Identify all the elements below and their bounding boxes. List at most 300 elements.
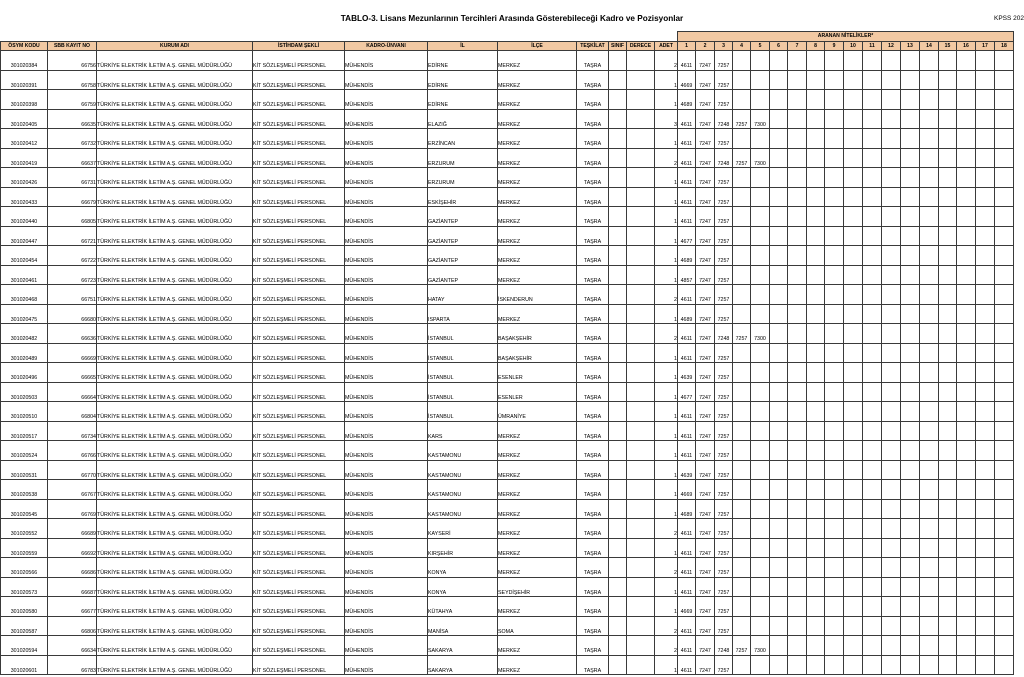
qualification-code-cell (995, 421, 1014, 441)
province-cell: İSTANBUL (428, 363, 498, 383)
province-cell: İSTANBUL (428, 343, 498, 363)
grade-cell (627, 441, 655, 461)
qualification-code-cell (844, 538, 863, 558)
qualification-code-cell: 4689 (678, 246, 696, 266)
qualification-code-cell (957, 480, 976, 500)
province-cell: KAYSERİ (428, 519, 498, 539)
qualification-code-cell (733, 460, 751, 480)
qualification-code-cell (751, 421, 770, 441)
qualification-code-cell (770, 90, 788, 110)
qualification-code-cell (733, 421, 751, 441)
qualification-code-cell (882, 363, 901, 383)
qualification-code-cell (844, 577, 863, 597)
qualification-code-cell (995, 246, 1014, 266)
qualification-code-cell: 7257 (715, 70, 733, 90)
qualification-code-cell (939, 129, 957, 149)
district-cell: MERKEZ (498, 90, 577, 110)
qualification-code-cell: 7257 (715, 129, 733, 149)
institution-cell: TÜRKİYE ELEKTRİK İLETİM A.Ş. GENEL MÜDÜRLÜĞÜ (97, 304, 253, 324)
qualification-code-cell (863, 187, 882, 207)
qualification-code-cell: 7257 (715, 343, 733, 363)
organization-cell: TAŞRA (577, 519, 609, 539)
qualification-code-cell (807, 187, 825, 207)
qualification-code-cell (939, 363, 957, 383)
qualification-code-cell (901, 285, 920, 305)
table-row (1, 148, 1014, 168)
sbb-no-cell: 66636 (48, 324, 97, 344)
position-title-cell: MÜHENDİS (345, 402, 428, 422)
employment-type-cell: KİT SÖZLEŞMELİ PERSONEL (253, 246, 345, 266)
qualification-code-cell: 4639 (678, 363, 696, 383)
osym-code-cell: 301020573 (1, 577, 48, 597)
qualification-code-cell (976, 129, 995, 149)
district-cell: ÜMRANİYE (498, 402, 577, 422)
qualification-code-cell (844, 382, 863, 402)
qualification-code-cell (770, 363, 788, 383)
province-cell: KIRŞEHİR (428, 538, 498, 558)
employment-type-cell: KİT SÖZLEŞMELİ PERSONEL (253, 655, 345, 675)
grade-cell (627, 51, 655, 71)
qualification-code-cell (957, 109, 976, 129)
qualification-code-cell (957, 421, 976, 441)
sbb-no-cell: 66680 (48, 304, 97, 324)
qualification-code-cell (751, 402, 770, 422)
class-cell (609, 636, 627, 656)
qualification-code-cell (788, 304, 807, 324)
qualification-code-cell (733, 480, 751, 500)
position-title-cell: MÜHENDİS (345, 168, 428, 188)
column-header-ilce: İLÇE (498, 42, 577, 51)
qualification-code-cell (807, 402, 825, 422)
district-cell: MERKEZ (498, 265, 577, 285)
employment-type-cell: KİT SÖZLEŞMELİ PERSONEL (253, 616, 345, 636)
count-cell: 1 (655, 460, 678, 480)
qualification-code-cell (844, 480, 863, 500)
qualification-code-cell (882, 597, 901, 617)
sbb-no-cell: 66665 (48, 363, 97, 383)
osym-code-cell: 301020398 (1, 90, 48, 110)
province-cell: ISPARTA (428, 304, 498, 324)
qualification-code-cell: 7247 (696, 246, 715, 266)
qualification-code-cell (995, 187, 1014, 207)
qualification-code-cell (920, 519, 939, 539)
qualification-code-cell (807, 597, 825, 617)
grade-cell (627, 148, 655, 168)
table-row (1, 499, 1014, 519)
organization-cell: TAŞRA (577, 480, 609, 500)
qualification-code-cell: 7257 (715, 402, 733, 422)
qualification-code-cell (882, 499, 901, 519)
qualification-code-cell (733, 597, 751, 617)
organization-cell: TAŞRA (577, 70, 609, 90)
qualification-code-cell: 7257 (715, 382, 733, 402)
qualification-code-cell (844, 597, 863, 617)
grade-cell (627, 129, 655, 149)
table-row (1, 70, 1014, 90)
column-header-sbb-kayit-no: SBB KAYIT NO (48, 42, 97, 51)
organization-cell: TAŞRA (577, 460, 609, 480)
qualification-code-cell (825, 70, 844, 90)
qualification-code-cell (788, 246, 807, 266)
qualification-column-header: 3 (715, 42, 733, 51)
qualification-code-cell (751, 207, 770, 227)
qualification-code-cell (976, 636, 995, 656)
qualification-code-cell (882, 285, 901, 305)
employment-type-cell: KİT SÖZLEŞMELİ PERSONEL (253, 51, 345, 71)
qualification-code-cell (807, 285, 825, 305)
sbb-no-cell: 66769 (48, 499, 97, 519)
qualification-code-cell: 7257 (715, 480, 733, 500)
qualification-code-cell (788, 90, 807, 110)
qualification-code-cell (995, 168, 1014, 188)
qualification-code-cell: 7247 (696, 109, 715, 129)
organization-cell: TAŞRA (577, 246, 609, 266)
sbb-no-cell: 66677 (48, 597, 97, 617)
qualification-code-cell (995, 519, 1014, 539)
qualification-code-cell: 7257 (715, 441, 733, 461)
qualification-column-header: 12 (882, 42, 901, 51)
qualification-code-cell (825, 246, 844, 266)
table-body (1, 51, 1014, 675)
qualification-code-cell (920, 304, 939, 324)
qualification-code-cell (995, 441, 1014, 461)
qualification-code-cell (807, 480, 825, 500)
column-header-derece: DERECE (627, 42, 655, 51)
qualification-code-cell (939, 265, 957, 285)
qualification-code-cell (995, 636, 1014, 656)
qualification-code-cell (995, 558, 1014, 578)
province-cell: KASTAMONU (428, 499, 498, 519)
osym-code-cell: 301020391 (1, 70, 48, 90)
employment-type-cell: KİT SÖZLEŞMELİ PERSONEL (253, 402, 345, 422)
column-header-adet: ADET (655, 42, 678, 51)
qualification-code-cell (882, 226, 901, 246)
qualification-code-cell (901, 402, 920, 422)
qualification-code-cell (901, 246, 920, 266)
qualification-code-cell (770, 636, 788, 656)
table-row (1, 207, 1014, 227)
qualification-code-cell (957, 636, 976, 656)
qualification-code-cell (863, 538, 882, 558)
organization-cell: TAŞRA (577, 285, 609, 305)
qualification-code-cell (882, 246, 901, 266)
column-header-istihdam-sekli: İSTİHDAM ŞEKLİ (253, 42, 345, 51)
osym-code-cell: 301020384 (1, 51, 48, 71)
position-title-cell: MÜHENDİS (345, 187, 428, 207)
qualification-code-cell (939, 226, 957, 246)
class-cell (609, 109, 627, 129)
grade-cell (627, 363, 655, 383)
qualification-code-cell (882, 382, 901, 402)
district-cell: MERKEZ (498, 168, 577, 188)
institution-cell: TÜRKİYE ELEKTRİK İLETİM A.Ş. GENEL MÜDÜRLÜĞÜ (97, 148, 253, 168)
province-cell: KASTAMONU (428, 460, 498, 480)
qualification-code-cell: 7257 (715, 421, 733, 441)
qualification-code-cell (751, 129, 770, 149)
qualification-code-cell (882, 51, 901, 71)
qualification-code-cell (863, 441, 882, 461)
count-cell: 1 (655, 246, 678, 266)
table-row (1, 343, 1014, 363)
qualification-code-cell (920, 597, 939, 617)
qualification-code-cell (920, 90, 939, 110)
organization-cell: TAŞRA (577, 558, 609, 578)
grade-cell (627, 187, 655, 207)
qualification-code-cell (770, 265, 788, 285)
qualification-code-cell (751, 577, 770, 597)
qualification-code-cell (901, 226, 920, 246)
qualification-column-header: 1 (678, 42, 696, 51)
class-cell (609, 577, 627, 597)
class-cell (609, 460, 627, 480)
qualification-column-header: 13 (901, 42, 920, 51)
qualification-code-cell (788, 382, 807, 402)
qualification-code-cell (788, 460, 807, 480)
qualification-code-cell (863, 129, 882, 149)
qualification-code-cell (807, 460, 825, 480)
institution-cell: TÜRKİYE ELEKTRİK İLETİM A.Ş. GENEL MÜDÜRLÜĞÜ (97, 363, 253, 383)
count-cell: 2 (655, 558, 678, 578)
position-title-cell: MÜHENDİS (345, 304, 428, 324)
qualification-code-cell (807, 51, 825, 71)
qualification-code-cell (825, 597, 844, 617)
class-cell (609, 70, 627, 90)
qualification-column-header: 18 (995, 42, 1014, 51)
qualification-code-cell (995, 343, 1014, 363)
sbb-no-cell: 66751 (48, 285, 97, 305)
qualification-code-cell (957, 402, 976, 422)
province-cell: KASTAMONU (428, 480, 498, 500)
qualification-code-cell (770, 441, 788, 461)
qualification-code-cell (751, 187, 770, 207)
table-row (1, 538, 1014, 558)
organization-cell: TAŞRA (577, 148, 609, 168)
position-title-cell: MÜHENDİS (345, 538, 428, 558)
qualification-code-cell (733, 265, 751, 285)
qualification-column-header: 7 (788, 42, 807, 51)
qualification-code-cell: 7247 (696, 207, 715, 227)
count-cell: 1 (655, 168, 678, 188)
organization-cell: TAŞRA (577, 636, 609, 656)
qualification-code-cell (920, 577, 939, 597)
class-cell (609, 616, 627, 636)
qualification-code-cell (788, 636, 807, 656)
qualification-code-cell: 4689 (678, 90, 696, 110)
qualifications-group-header: ARANAN NİTELİKLER* (678, 32, 1014, 42)
qualification-code-cell (825, 519, 844, 539)
qualification-code-cell: 7257 (733, 636, 751, 656)
qualification-code-cell (920, 636, 939, 656)
qualification-code-cell (807, 577, 825, 597)
province-cell: EDİRNE (428, 90, 498, 110)
grade-cell (627, 168, 655, 188)
class-cell (609, 226, 627, 246)
qualification-code-cell (844, 402, 863, 422)
employment-type-cell: KİT SÖZLEŞMELİ PERSONEL (253, 421, 345, 441)
qualification-code-cell (807, 265, 825, 285)
qualification-code-cell (863, 304, 882, 324)
qualification-code-cell (825, 187, 844, 207)
qualification-code-cell (751, 597, 770, 617)
qualification-code-cell (863, 480, 882, 500)
qualification-code-cell (863, 51, 882, 71)
qualification-code-cell: 7247 (696, 597, 715, 617)
qualification-code-cell (751, 499, 770, 519)
sbb-no-cell: 66756 (48, 51, 97, 71)
table-row (1, 109, 1014, 129)
qualification-code-cell: 7248 (715, 148, 733, 168)
grade-cell (627, 304, 655, 324)
employment-type-cell: KİT SÖZLEŞMELİ PERSONEL (253, 285, 345, 305)
qualification-code-cell (939, 304, 957, 324)
qualification-code-cell: 7248 (715, 636, 733, 656)
qualification-code-cell (788, 226, 807, 246)
qualification-code-cell (751, 558, 770, 578)
qualification-code-cell: 7247 (696, 519, 715, 539)
qualification-code-cell (825, 226, 844, 246)
district-cell: MERKEZ (498, 597, 577, 617)
qualification-code-cell (882, 636, 901, 656)
qualification-code-cell (788, 343, 807, 363)
sbb-no-cell: 66664 (48, 382, 97, 402)
header-spacer (1, 32, 678, 42)
qualification-code-cell (957, 324, 976, 344)
qualification-code-cell (976, 304, 995, 324)
qualification-code-cell (863, 324, 882, 344)
qualification-code-cell (920, 109, 939, 129)
employment-type-cell: KİT SÖZLEŞMELİ PERSONEL (253, 538, 345, 558)
district-cell: BAŞAKŞEHİR (498, 343, 577, 363)
qualification-code-cell: 7300 (751, 109, 770, 129)
position-title-cell: MÜHENDİS (345, 51, 428, 71)
province-cell: KONYA (428, 577, 498, 597)
count-cell: 1 (655, 597, 678, 617)
osym-code-cell: 301020552 (1, 519, 48, 539)
qualification-code-cell (976, 324, 995, 344)
qualification-code-cell (844, 616, 863, 636)
qualification-code-cell (844, 460, 863, 480)
province-cell: ESKİŞEHİR (428, 187, 498, 207)
qualification-code-cell (920, 441, 939, 461)
qualification-code-cell (807, 636, 825, 656)
sbb-no-cell: 66687 (48, 577, 97, 597)
grade-cell (627, 90, 655, 110)
qualification-code-cell (939, 480, 957, 500)
qualification-code-cell (939, 90, 957, 110)
organization-cell: TAŞRA (577, 109, 609, 129)
qualification-code-cell (733, 246, 751, 266)
qualification-code-cell (957, 207, 976, 227)
qualification-code-cell (825, 636, 844, 656)
qualification-code-cell (844, 246, 863, 266)
qualification-code-cell (844, 129, 863, 149)
organization-cell: TAŞRA (577, 499, 609, 519)
table-row (1, 402, 1014, 422)
qualification-code-cell (939, 558, 957, 578)
qualification-code-cell (733, 655, 751, 675)
class-cell (609, 363, 627, 383)
district-cell: MERKEZ (498, 148, 577, 168)
class-cell (609, 441, 627, 461)
qualification-code-cell (995, 109, 1014, 129)
qualification-code-cell (770, 129, 788, 149)
count-cell: 1 (655, 265, 678, 285)
qualification-code-cell (957, 226, 976, 246)
qualification-code-cell (788, 148, 807, 168)
osym-code-cell: 301020524 (1, 441, 48, 461)
qualification-code-cell (901, 480, 920, 500)
employment-type-cell: KİT SÖZLEŞMELİ PERSONEL (253, 382, 345, 402)
table-row (1, 285, 1014, 305)
employment-type-cell: KİT SÖZLEŞMELİ PERSONEL (253, 109, 345, 129)
qualification-code-cell (976, 90, 995, 110)
osym-code-cell: 301020412 (1, 129, 48, 149)
qualification-code-cell (863, 382, 882, 402)
organization-cell: TAŞRA (577, 577, 609, 597)
count-cell: 1 (655, 363, 678, 383)
count-cell: 1 (655, 655, 678, 675)
qualification-code-cell (920, 187, 939, 207)
qualification-code-cell (751, 363, 770, 383)
qualification-code-cell (957, 441, 976, 461)
table-row (1, 363, 1014, 383)
qualification-code-cell (920, 499, 939, 519)
qualification-code-cell (807, 70, 825, 90)
position-title-cell: MÜHENDİS (345, 90, 428, 110)
qualification-code-cell (901, 207, 920, 227)
count-cell: 1 (655, 187, 678, 207)
qualification-code-cell (976, 207, 995, 227)
qualification-code-cell: 7247 (696, 421, 715, 441)
qualification-code-cell (733, 51, 751, 71)
osym-code-cell: 301020419 (1, 148, 48, 168)
qualification-code-cell: 4677 (678, 382, 696, 402)
osym-code-cell: 301020447 (1, 226, 48, 246)
qualification-code-cell (751, 519, 770, 539)
qualification-code-cell (807, 324, 825, 344)
table-row (1, 187, 1014, 207)
qualification-code-cell (788, 324, 807, 344)
position-title-cell: MÜHENDİS (345, 616, 428, 636)
employment-type-cell: KİT SÖZLEŞMELİ PERSONEL (253, 304, 345, 324)
qualification-code-cell: 4611 (678, 148, 696, 168)
qualification-code-cell (863, 499, 882, 519)
sbb-no-cell: 66770 (48, 460, 97, 480)
qualification-code-cell (825, 421, 844, 441)
qualification-code-cell (920, 148, 939, 168)
osym-code-cell: 301020496 (1, 363, 48, 383)
qualification-code-cell (882, 421, 901, 441)
institution-cell: TÜRKİYE ELEKTRİK İLETİM A.Ş. GENEL MÜDÜRLÜĞÜ (97, 129, 253, 149)
province-cell: KONYA (428, 558, 498, 578)
qualification-code-cell (733, 382, 751, 402)
qualification-code-cell (920, 480, 939, 500)
qualification-code-cell (901, 363, 920, 383)
osym-code-cell: 301020601 (1, 655, 48, 675)
qualification-code-cell (770, 304, 788, 324)
qualification-code-cell (976, 655, 995, 675)
count-cell: 1 (655, 90, 678, 110)
qualification-code-cell (901, 148, 920, 168)
class-cell (609, 519, 627, 539)
qualification-code-cell: 7247 (696, 304, 715, 324)
grade-cell (627, 226, 655, 246)
qualification-code-cell (770, 226, 788, 246)
qualification-code-cell (733, 207, 751, 227)
osym-code-cell: 301020538 (1, 480, 48, 500)
institution-cell: TÜRKİYE ELEKTRİK İLETİM A.Ş. GENEL MÜDÜRLÜĞÜ (97, 187, 253, 207)
qualification-code-cell (844, 363, 863, 383)
